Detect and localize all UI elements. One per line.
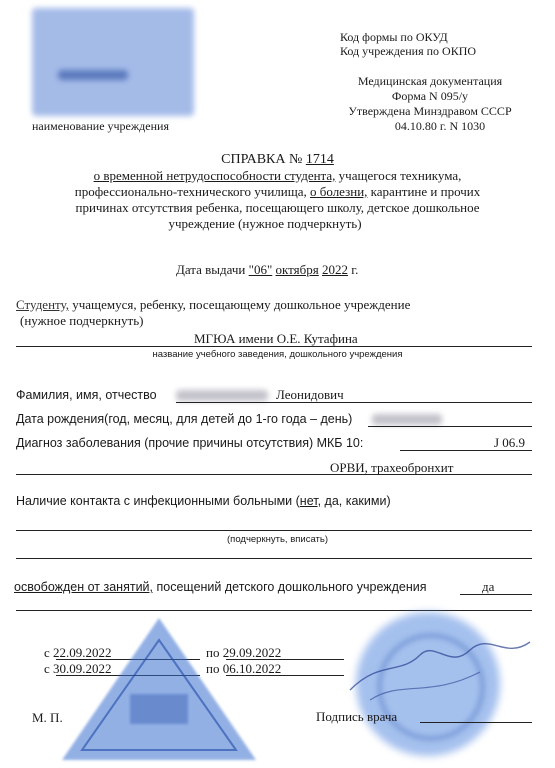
med-doc: Медицинская документация <box>357 74 503 88</box>
dob-label: Дата рождения(год, месяц, для детей до 1-го года – день) <box>16 412 353 426</box>
approved-date: 04.10.80 г. N 1030 <box>394 119 486 133</box>
release-value: да <box>482 579 495 594</box>
surname-blurred <box>176 390 268 401</box>
period-2-from: с 30.09.2022 <box>44 661 112 676</box>
diagnosis-text: ОРВИ, трахеобронхит <box>330 460 454 475</box>
title-line-4: учреждение (нужное подчеркнуть) <box>168 216 362 231</box>
okud-label: Код формы по ОКУД <box>340 30 448 44</box>
certificate-number: 1714 <box>305 152 334 167</box>
title-line-1: о временной нетрудоспособности студента, учащегося техникума, <box>93 168 462 183</box>
release-line: освобожден от занятий, посещений детского дошкольного учреждения <box>14 580 427 594</box>
issue-date: Дата выдачи "06" октября 2022 г. <box>176 262 359 277</box>
diagnosis-code: J 06.9 <box>494 435 526 450</box>
institution-label: наименование учреждения <box>32 119 169 133</box>
signature-label: Подпись врача <box>316 709 398 724</box>
fio-patronymic: Леонидович <box>276 387 344 402</box>
title-line-3: причинах отсутствия ребенка, посещающего школу, детское дошкольное <box>75 200 480 215</box>
contact-hint: (подчеркнуть, вписать) <box>227 534 328 545</box>
category-hint: (нужное подчеркнуть) <box>20 313 144 328</box>
signature-icon <box>340 620 540 710</box>
school-caption: название учебного заведения, дошкольного учреждения <box>152 349 403 360</box>
period-2-to: по 06.10.2022 <box>206 661 282 676</box>
fio-label: Фамилия, имя, отчество <box>16 388 157 402</box>
institution-stamp <box>32 8 194 116</box>
mp-label: М. П. <box>32 710 63 725</box>
triangle-stamp <box>56 612 262 768</box>
category-line: Студенту, учащемуся, ребенку, посещающему дошкольное учреждение <box>16 297 411 312</box>
period-1-from: с 22.09.2022 <box>44 645 112 660</box>
stamp-inner <box>58 70 128 80</box>
okpo-label: Код учреждения по ОКПО <box>340 44 477 58</box>
school-name: МГЮА имени О.Е. Кутафина <box>194 331 358 346</box>
contact-line: Наличие контакта с инфекционными больными (нет, да, какими) <box>16 494 391 508</box>
form-number: Форма N 095/у <box>391 89 469 103</box>
dob-blurred <box>372 414 442 425</box>
approved-by: Утверждена Минздравом СССР <box>348 104 512 118</box>
period-1-to: по 29.09.2022 <box>206 645 282 660</box>
diagnosis-label: Диагноз заболевания (прочие причины отсутствия) МКБ 10: <box>16 436 364 450</box>
certificate-title: СПРАВКА № 1714 <box>221 152 334 167</box>
title-line-2: профессионально-технического училища, о болезни, карантине и прочих <box>74 184 481 199</box>
